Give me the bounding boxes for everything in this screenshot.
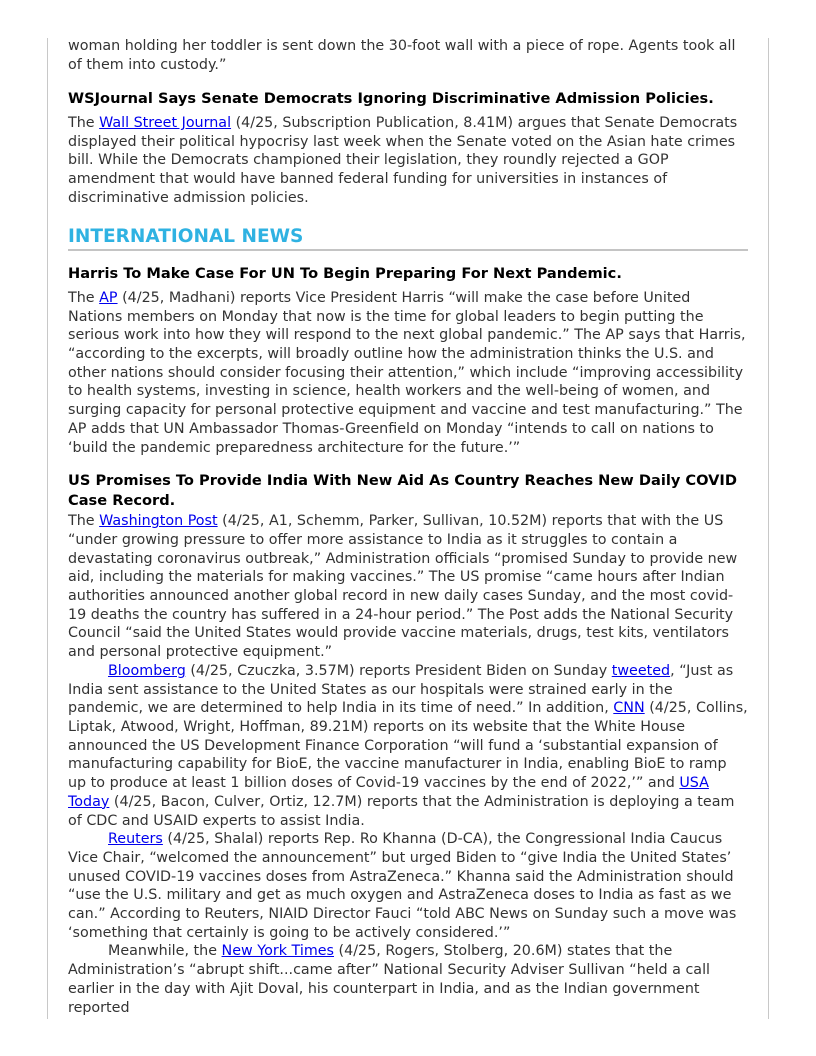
story-headline: US Promises To Provide India With New Aid As Country Reaches New Daily COVID Case Record. [68, 472, 737, 509]
paragraph-text: (4/25, A1, Schemm, Parker, Sullivan, 10.52M) reports that with the US “under growing pressure to offer more assistance to India as it struggles to contain a devastating coronavirus outbreak,” Administration officials “promised Sunday to provide new aid, including the materials for making vaccines.” The US promise “came hours after Indian authorities announced another global record in new daily cases Sunday, and the most covid-19 deaths the country has suffered in a 24-hour period.” The Post adds the National Security Council “said the United States would provide vaccine materials, drugs, test kits, ventilators and personal protective equipment.” [68, 513, 738, 661]
section-heading-international-news: INTERNATIONAL NEWS [68, 226, 748, 251]
paragraph-text: (4/25, Subscription Publication, 8.41M) argues that Senate Democrats displayed their political hypocrisy last week when the Senate voted on the Asian hate crimes bill. While the Democrats championed their legislation, they roundly rejected a GOP amendment that would have banned federal funding for universities in instances of discriminative admission policies. [68, 114, 738, 206]
paragraph-text: , “Just as India sent assistance to the United States as our hospitals were strained early in the pandemic, we are determined to help India in its time of need.” In addition, [68, 662, 734, 717]
story-paragraph [68, 830, 748, 942]
paragraph-text: (4/25, Shalal) reports Rep. Ro Khanna (D-CA), the Congressional India Caucus Vice Chair, “welcomed the announcement” but urged Biden to “give India the United States’ unused COVID-19 vaccines doses from AstraZeneca.” Khanna said the Administration should “use the U.S. military and get as much oxygen and AstraZeneca doses to India as fast as we can.” According to Reuters, NIAID Director Fauci “told ABC News on Sunday such a move was ‘something that certainly is going to be actively considered.’” [68, 831, 737, 941]
paragraph-text: Meanwhile, the [108, 943, 222, 960]
story-paragraph [68, 512, 748, 662]
story-paragraph [68, 289, 748, 457]
story-paragraph [68, 114, 748, 208]
story-paragraph [68, 942, 748, 1017]
paragraph-text: The [68, 513, 100, 530]
paragraph-text: (4/25, Collins, Liptak, Atwood, Wright, Hoffman, 89.21M) reports on its website that the White House announced the US Development Finance Corporation “will fund a ‘substantial expansion of manufacturing capability for BioE, the vaccine manufacturer in India, enabling BioE to ramp up to produce at least 1 billion doses of Covid-19 vaccines by the end of 2022,’” and [68, 700, 748, 792]
source-link-washington-post[interactable]: Washington Post [99, 513, 218, 530]
paragraph-text: (4/25, Bacon, Culver, Ortiz, 12.7M) reports that the Administration is deploying a team of CDC and USAID experts to assist India. [68, 793, 735, 829]
tweet-link[interactable]: tweeted [611, 662, 671, 679]
newsletter-page [68, 37, 748, 1017]
source-link-wall-street-journal[interactable]: Wall Street Journal [99, 114, 232, 131]
story-headline: WSJournal Says Senate Democrats Ignoring Discriminative Admission Policies. [68, 90, 714, 108]
paragraph-text: The [68, 289, 100, 306]
paragraph-text: (4/25, Rogers, Stolberg, 20.6M) states that the Administration’s “abrupt shift...came after” National Security Adviser Sullivan “held a call earlier in the day with Ajit Doval, his counterpart in India, and as the Indian government reported [68, 943, 711, 1016]
story-headline: Harris To Make Case For UN To Begin Preparing For Next Pandemic. [68, 265, 622, 283]
right-margin-rule [768, 38, 769, 1019]
paragraph-text: The [68, 114, 100, 131]
source-link-new-york-times[interactable]: New York Times [221, 943, 334, 960]
source-link-cnn[interactable]: CNN [613, 700, 645, 717]
paragraph-text: (4/25, Madhani) reports Vice President Harris “will make the case before United Nations members on Monday that now is the time for global leaders to begin putting the serious work into how they will respond to the next global pandemic.” The AP says that Harris, “according to the excerpts, will broadly outline how the administration thinks the U.S. and other nations should consider focusing their attention,” which include “improving accessibility to health systems, investing in science, health workers and the well-being of women, and surging capacity for personal protective equipment and vaccine and test manufacturing.” The AP adds that UN Ambassador Thomas-Greenfield on Monday “intends to call on nations to ‘build the pandemic preparedness architecture for the future.’” [68, 289, 746, 456]
story-tail-paragraph: woman holding her toddler is sent down the 30-foot wall with a piece of rope. Agents took all of them into custody.” [68, 38, 736, 73]
paragraph-text: (4/25, Czuczka, 3.57M) reports President Biden on Sunday [185, 662, 612, 679]
source-link-bloomberg[interactable]: Bloomberg [108, 662, 186, 679]
source-link-usa-today[interactable]: USA Today [68, 775, 709, 810]
story-paragraph [68, 662, 748, 830]
left-margin-rule [47, 38, 48, 1019]
source-link-reuters[interactable]: Reuters [108, 831, 163, 848]
source-link-ap[interactable]: AP [99, 289, 118, 306]
